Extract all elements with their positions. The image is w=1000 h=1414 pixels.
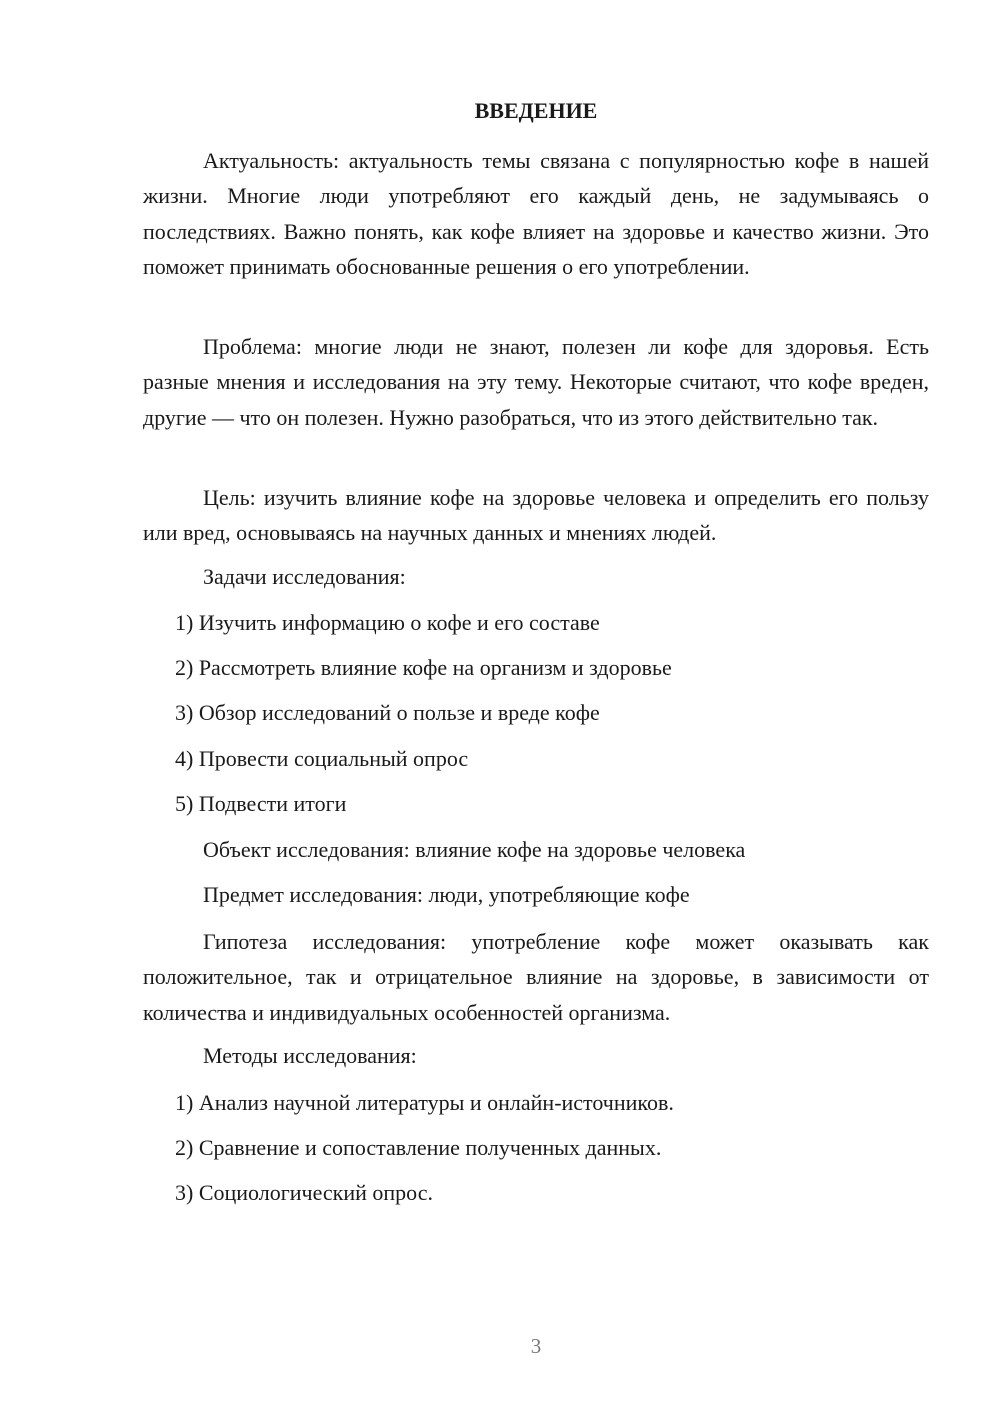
relevance-paragraph: Актуальность: актуальность темы связана с популярностью кофе в нашей жизни. Многие люди употребляют его каждый день, не задумываясь о последствиях. Важно понять, как кофе влияет на здоровье и качество жизни. Это поможет принимать обоснованные решения о его употреблении. <box>143 148 929 280</box>
method-item: 3) Социологический опрос. <box>175 1180 433 1205</box>
method-item: 1) Анализ научной литературы и онлайн-источников. <box>175 1090 674 1115</box>
goal-paragraph: Цель: изучить влияние кофе на здоровье человека и определить его пользу или вред, основываясь на научных данных и мнениях людей. <box>143 485 929 546</box>
tasks-heading: Задачи исследования: <box>203 564 406 589</box>
task-item: 2) Рассмотреть влияние кофе на организм и здоровье <box>175 655 672 680</box>
task-item: 4) Провести социальный опрос <box>175 746 469 771</box>
task-item: 1) Изучить информацию о кофе и его составе <box>175 610 600 635</box>
task-item: 5) Подвести итоги <box>175 791 347 816</box>
method-item: 2) Сравнение и сопоставление полученных данных. <box>175 1135 662 1160</box>
problem-paragraph: Проблема: многие люди не знают, полезен ли кофе для здоровья. Есть разные мнения и исследования на эту тему. Некоторые считают, что кофе вреден, другие — что он полезен. Нужно разобраться, что из этого действительно так. <box>143 334 929 430</box>
object-line: Объект исследования: влияние кофе на здоровье человека <box>203 837 746 862</box>
page-number: 3 <box>530 1334 542 1358</box>
methods-heading: Методы исследования: <box>203 1043 417 1068</box>
page-title: ВВЕДЕНИЕ <box>474 98 598 123</box>
task-item: 3) Обзор исследований о пользе и вреде кофе <box>175 700 600 725</box>
subject-line: Предмет исследования: люди, употребляющие кофе <box>203 882 690 907</box>
hypothesis-paragraph: Гипотеза исследования: употребление кофе может оказывать как положительное, так и отрицательное влияние на здоровье, в зависимости от количества и индивидуальных особенностей организма. <box>143 929 929 1025</box>
